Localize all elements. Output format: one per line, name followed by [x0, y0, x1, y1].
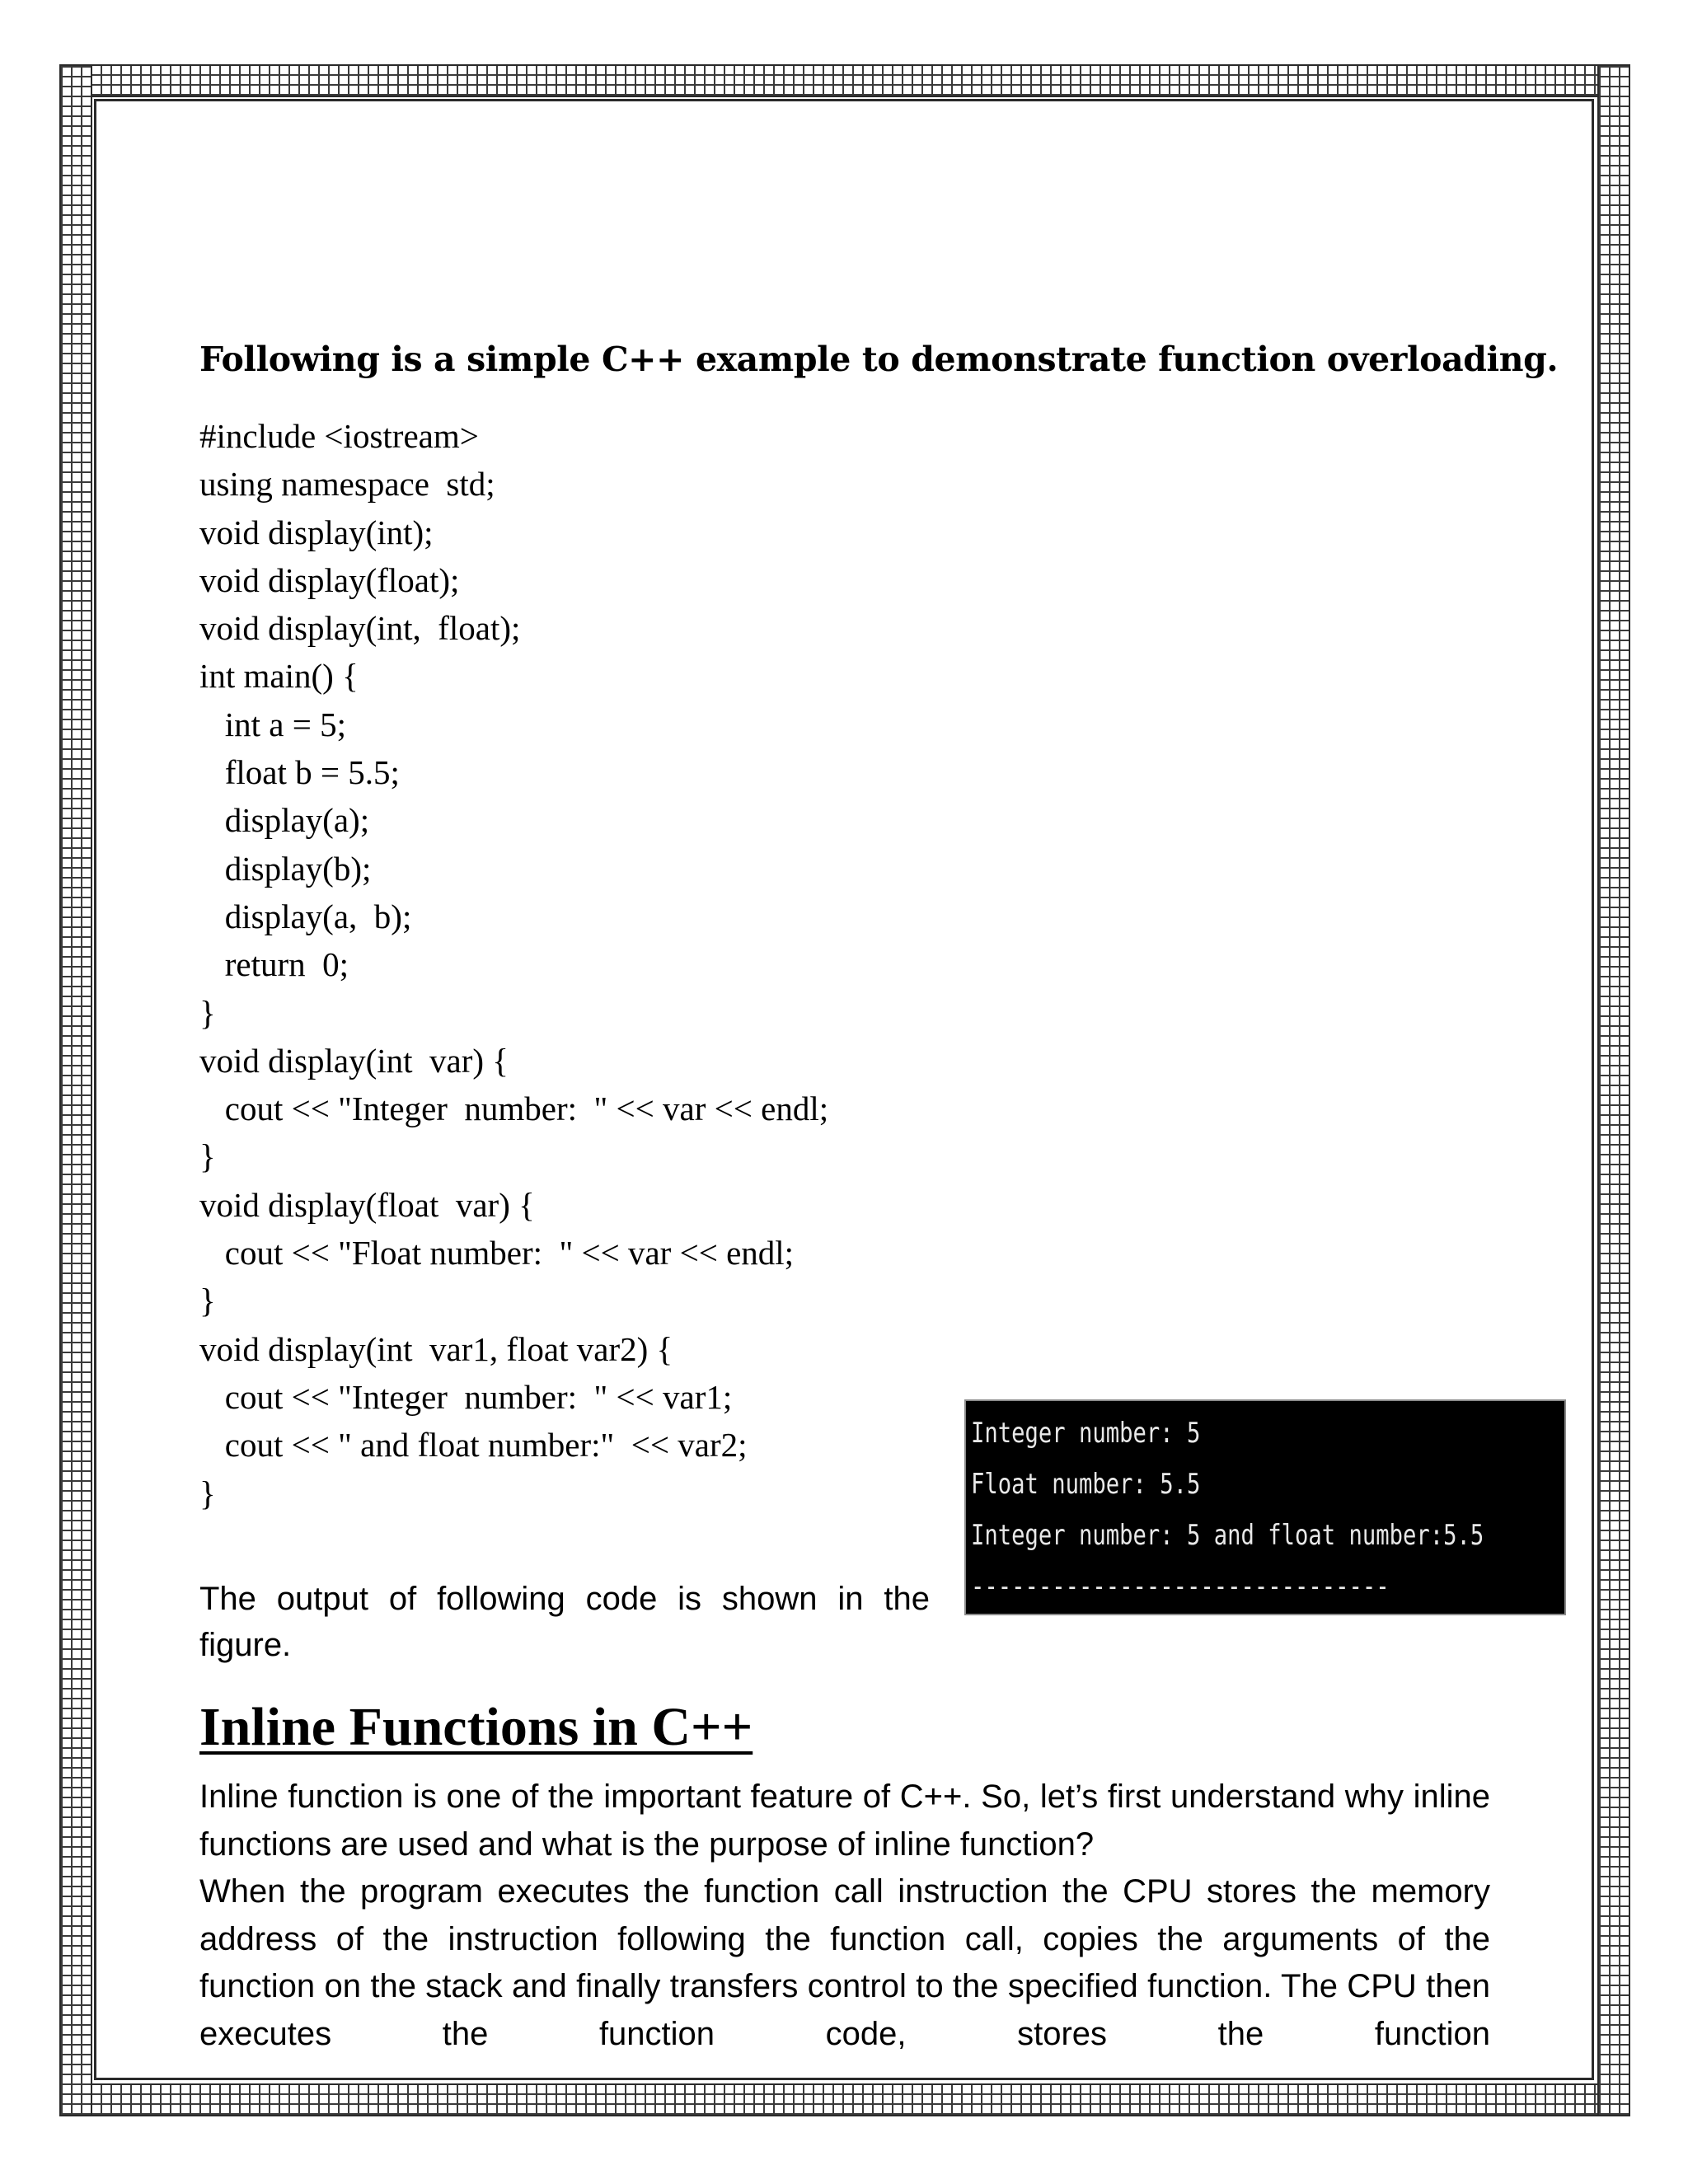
code-line: void display(int); — [199, 513, 434, 551]
code-line: float b = 5.5; — [199, 753, 400, 792]
output-description: The output of following code is shown in the figure. — [199, 1581, 930, 1663]
code-line: cout << " and float number:" << var2; — [199, 1426, 748, 1465]
code-line: } — [199, 993, 216, 1032]
code-listing — [199, 412, 828, 1517]
code-line: return 0; — [199, 945, 349, 984]
section-title: Inline Functions in C++ — [199, 1697, 753, 1757]
console-line: Integer number: 5 — [971, 1417, 1201, 1450]
code-line: display(a, b); — [199, 897, 412, 935]
intro-heading: Following is a simple C++ example to demonstrate function overloading. — [199, 340, 1559, 379]
code-line: cout << "Float number: " << var << endl; — [199, 1234, 795, 1272]
code-line: void display(float); — [199, 560, 460, 599]
code-line: void display(float var) { — [199, 1185, 535, 1224]
code-line: #include <iostream> — [199, 417, 479, 455]
code-line: cout << "Integer number: " << var << endl; — [199, 1090, 829, 1128]
code-line: display(a); — [199, 801, 370, 840]
code-line: int a = 5; — [199, 705, 346, 743]
console-line: Float number: 5.5 — [971, 1468, 1201, 1501]
console-line: ------------------------------- — [971, 1570, 1390, 1603]
paragraph: When the program executes the function call instruction the CPU stores the memory address of the instruction following the function call, copies the arguments of the function on the stack and finally transfers control to the specified function. The CPU then executes the function code, stores the function — [199, 1873, 1490, 2052]
page-border-right — [1597, 64, 1630, 2116]
code-line: } — [199, 1474, 216, 1512]
code-line: } — [199, 1282, 216, 1320]
page-border-top — [59, 64, 1630, 97]
code-line: int main() { — [199, 657, 359, 696]
code-line: } — [199, 1137, 216, 1176]
body-text — [199, 1774, 1490, 2058]
code-line: void display(int var) { — [199, 1041, 509, 1080]
paragraph: Inline function is one of the important feature of C++. So, let’s first understand why inline functions are used and what is the purpose of inline function? — [199, 1779, 1490, 1863]
code-line: void display(int, float); — [199, 609, 521, 648]
page-border-left — [59, 64, 92, 2116]
code-line: using namespace std; — [199, 465, 495, 504]
code-line: cout << "Integer number: " << var1; — [199, 1377, 733, 1416]
console-output-figure — [964, 1399, 1566, 1615]
code-line: display(b); — [199, 849, 372, 888]
page-border-bottom — [59, 2083, 1630, 2116]
console-line: Integer number: 5 and float number:5.5 — [971, 1519, 1484, 1552]
code-line: void display(int var1, float var2) { — [199, 1329, 673, 1368]
